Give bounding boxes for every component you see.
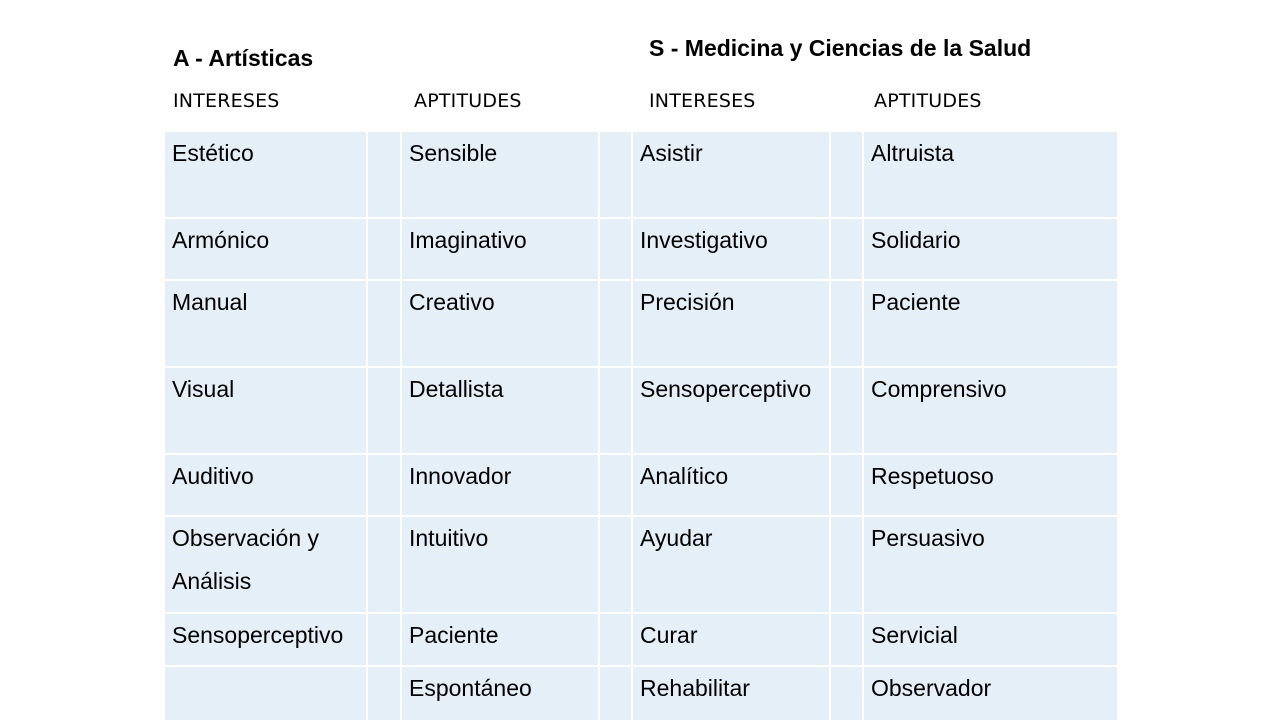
spacer-cell bbox=[367, 454, 401, 516]
spacer-cell bbox=[367, 280, 401, 367]
spacer-cell bbox=[830, 280, 863, 367]
table-row bbox=[164, 666, 1118, 720]
cell-s-intereses: Curar bbox=[632, 613, 830, 666]
cell-s-aptitudes: Comprensivo bbox=[863, 367, 1118, 454]
spacer-cell bbox=[830, 367, 863, 454]
cell-s-intereses: Investigativo bbox=[632, 218, 830, 280]
spacer-cell bbox=[367, 218, 401, 280]
cell-a-intereses: Visual bbox=[164, 367, 367, 454]
cell-a-aptitudes: Imaginativo bbox=[401, 218, 599, 280]
cell-s-aptitudes: Respetuoso bbox=[863, 454, 1118, 516]
spacer-cell bbox=[830, 131, 863, 218]
cell-s-intereses: Sensoperceptivo bbox=[632, 367, 830, 454]
cell-s-aptitudes: Persuasivo bbox=[863, 516, 1118, 613]
cell-s-intereses: Analítico bbox=[632, 454, 830, 516]
cell-s-aptitudes: Paciente bbox=[863, 280, 1118, 367]
spacer-cell bbox=[599, 666, 632, 720]
spacer-cell bbox=[599, 367, 632, 454]
cell-s-intereses: Precisión bbox=[632, 280, 830, 367]
spacer-cell bbox=[830, 454, 863, 516]
table-row bbox=[164, 516, 1118, 613]
cell-a-intereses: Sensoperceptivo bbox=[164, 613, 367, 666]
table-row bbox=[164, 454, 1118, 516]
cell-a-intereses: Armónico bbox=[164, 218, 367, 280]
careers-table bbox=[163, 130, 1119, 720]
cell-a-aptitudes: Innovador bbox=[401, 454, 599, 516]
spacer-cell bbox=[367, 131, 401, 218]
cell-a-aptitudes: Creativo bbox=[401, 280, 599, 367]
header-a-aptitudes: APTITUDES bbox=[414, 90, 522, 112]
header-a-intereses: INTERESES bbox=[173, 90, 280, 112]
cell-a-intereses: Estético bbox=[164, 131, 367, 218]
spacer-cell bbox=[367, 516, 401, 613]
section-title-medicina: S - Medicina y Ciencias de la Salud bbox=[649, 35, 1032, 61]
cell-a-intereses: Auditivo bbox=[164, 454, 367, 516]
cell-s-aptitudes: Solidario bbox=[863, 218, 1118, 280]
spacer-cell bbox=[367, 367, 401, 454]
section-title-artisticas: A - Artísticas bbox=[173, 45, 314, 71]
spacer-cell bbox=[367, 666, 401, 720]
cell-a-aptitudes: Espontáneo bbox=[401, 666, 599, 720]
spacer-cell bbox=[367, 613, 401, 666]
cell-a-intereses: Observación y Análisis bbox=[164, 516, 367, 613]
spacer-cell bbox=[599, 613, 632, 666]
table-row bbox=[164, 367, 1118, 454]
spacer-cell bbox=[830, 516, 863, 613]
cell-s-aptitudes: Servicial bbox=[863, 613, 1118, 666]
spacer-cell bbox=[830, 613, 863, 666]
spacer-cell bbox=[830, 218, 863, 280]
cell-a-aptitudes: Intuitivo bbox=[401, 516, 599, 613]
cell-a-intereses bbox=[164, 666, 367, 720]
cell-s-aptitudes: Observador bbox=[863, 666, 1118, 720]
spacer-cell bbox=[599, 454, 632, 516]
spacer-cell bbox=[599, 280, 632, 367]
cell-s-intereses: Asistir bbox=[632, 131, 830, 218]
table-row bbox=[164, 131, 1118, 218]
header-s-aptitudes: APTITUDES bbox=[874, 90, 982, 112]
table-row bbox=[164, 613, 1118, 666]
spacer-cell bbox=[599, 218, 632, 280]
table-row bbox=[164, 280, 1118, 367]
cell-s-aptitudes: Altruista bbox=[863, 131, 1118, 218]
table-row bbox=[164, 218, 1118, 280]
cell-s-intereses: Rehabilitar bbox=[632, 666, 830, 720]
cell-a-aptitudes: Paciente bbox=[401, 613, 599, 666]
spacer-cell bbox=[599, 131, 632, 218]
spacer-cell bbox=[830, 666, 863, 720]
cell-a-aptitudes: Sensible bbox=[401, 131, 599, 218]
spacer-cell bbox=[599, 516, 632, 613]
cell-a-intereses: Manual bbox=[164, 280, 367, 367]
header-s-intereses: INTERESES bbox=[649, 90, 756, 112]
cell-a-aptitudes: Detallista bbox=[401, 367, 599, 454]
cell-s-intereses: Ayudar bbox=[632, 516, 830, 613]
